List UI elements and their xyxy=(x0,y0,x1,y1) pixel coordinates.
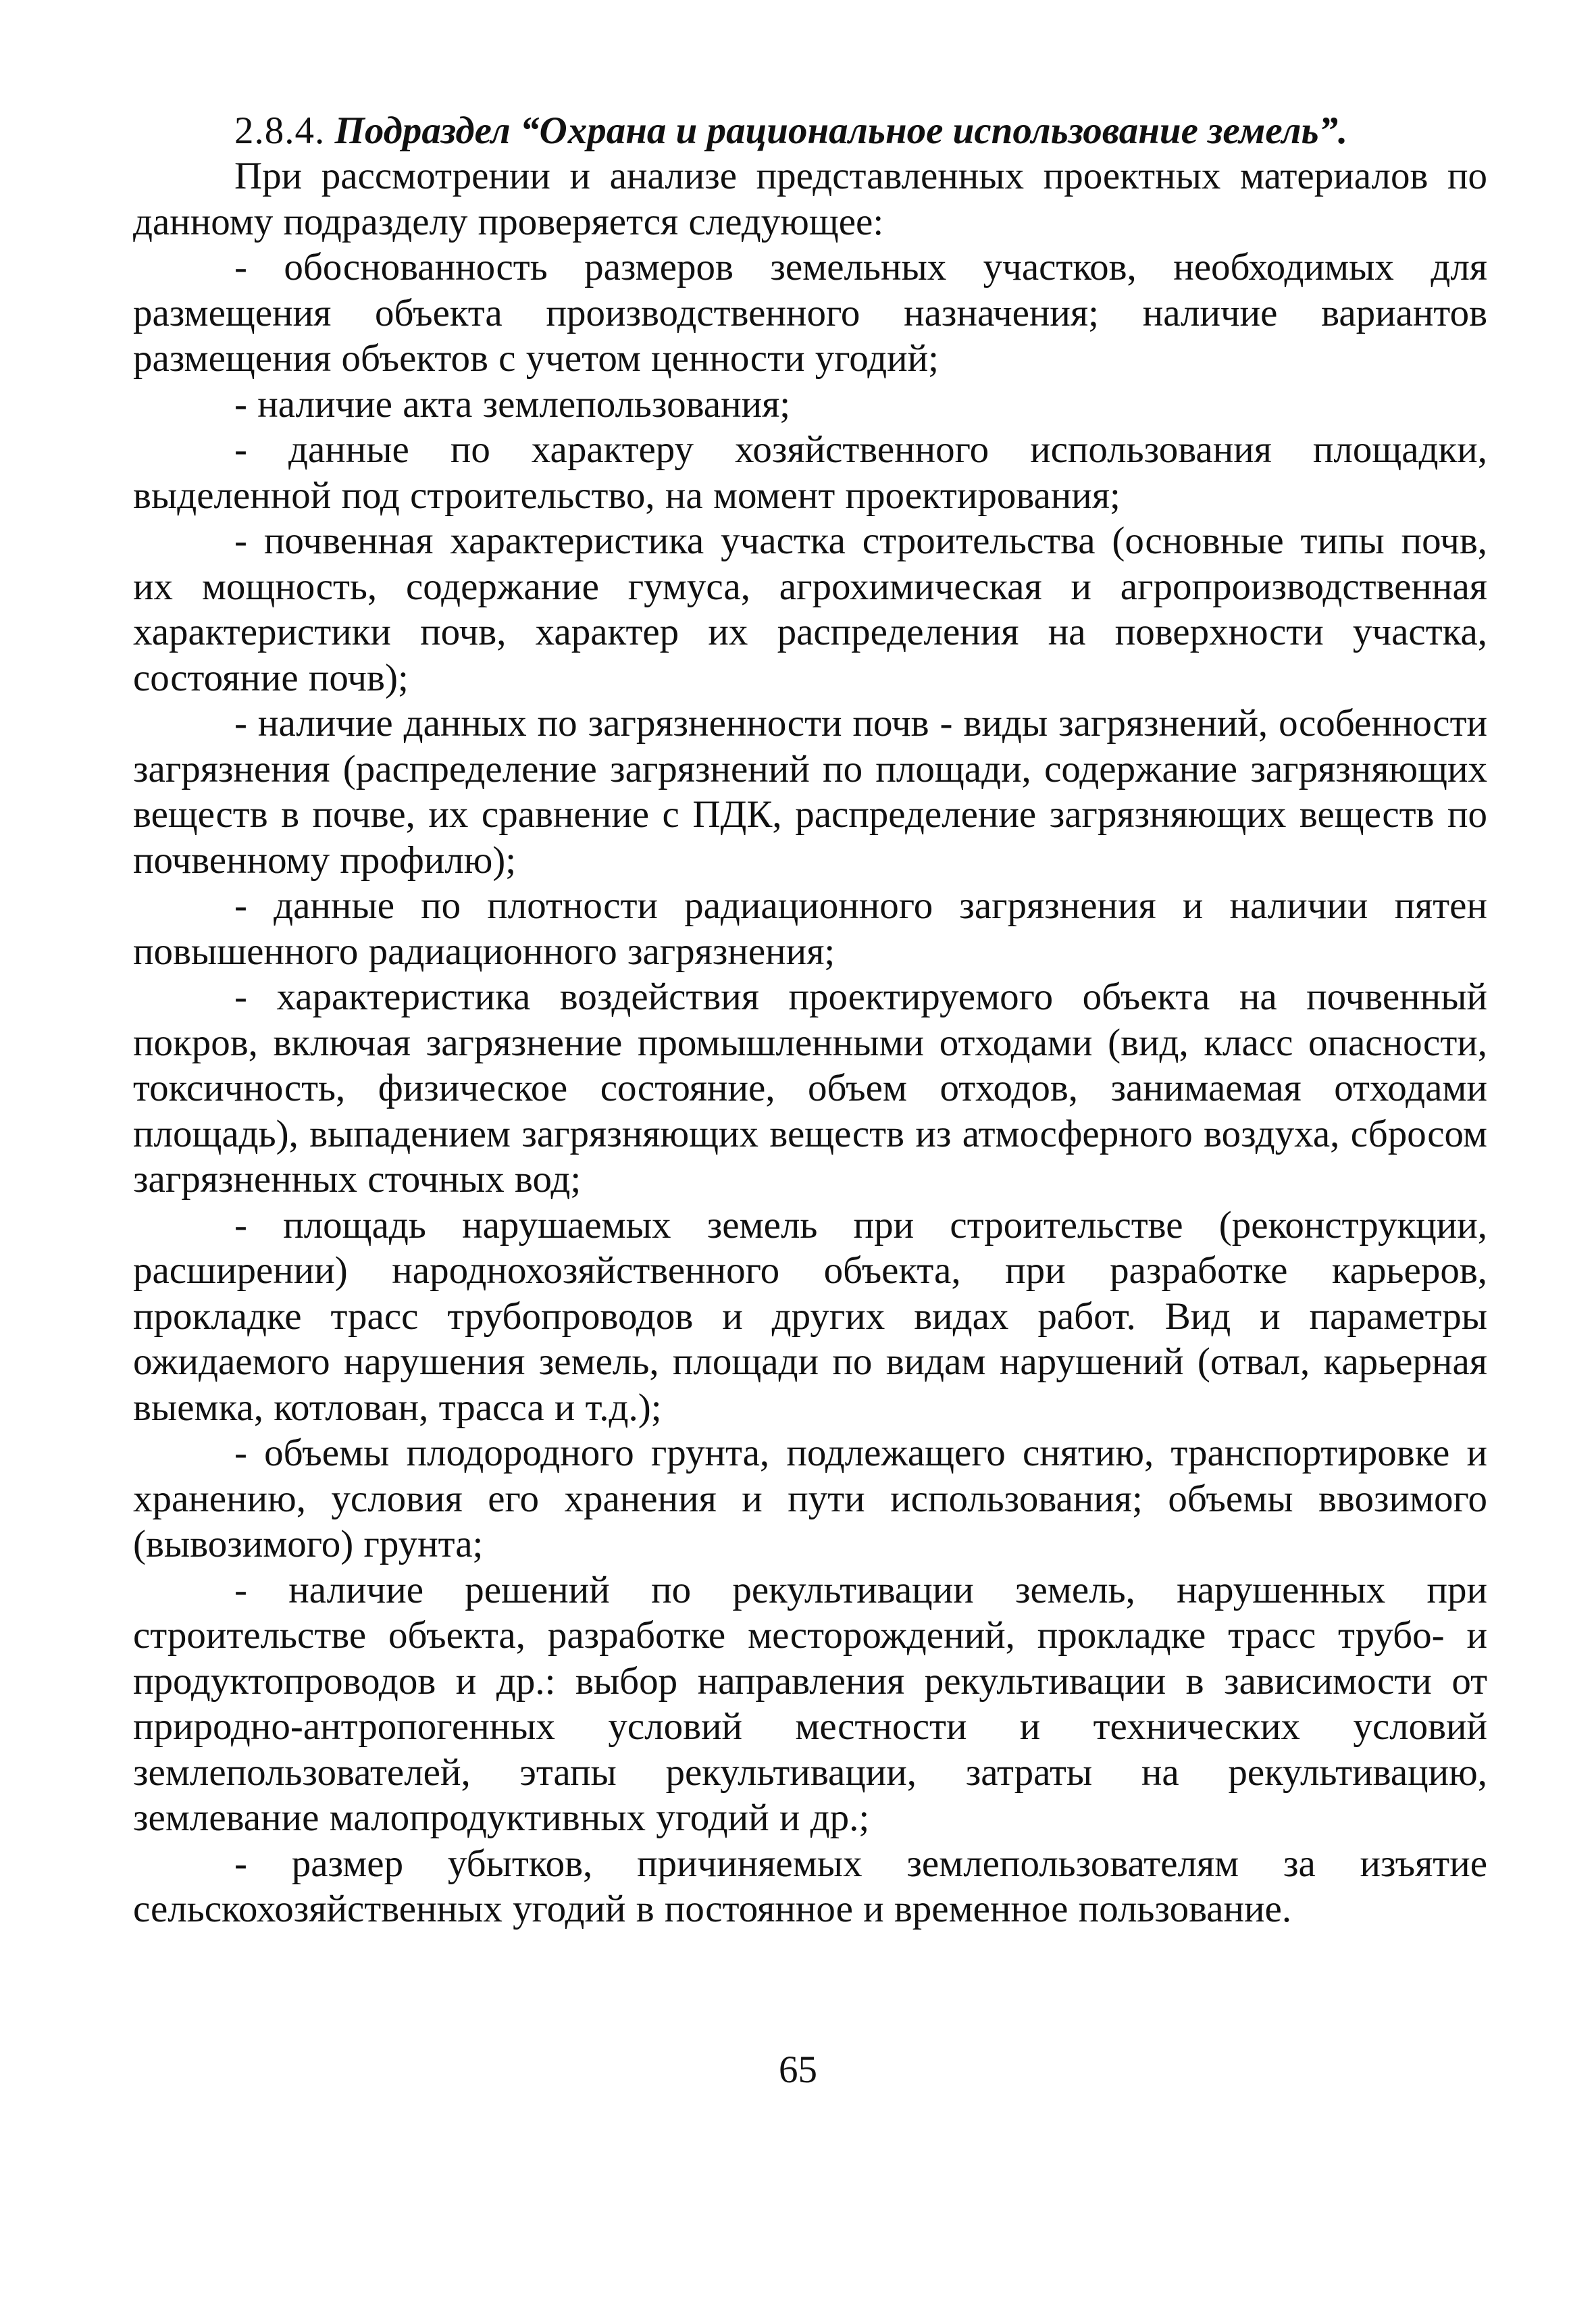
list-item: - характеристика воздействия проектируемого объекта на почвенный покров, включая загрязнение промышленными отходами (вид, класс опасности, токсичность, физическое состояние, объем отходов, занимаемая отходами площадь), выпадением загрязняющих веществ из атмосферного воздуха, сбросом загрязненных сточных вод; xyxy=(133,976,1487,1201)
section-number: 2.8.4. xyxy=(234,109,326,152)
section-heading xyxy=(133,108,1487,153)
list-item: - объемы плодородного грунта, подлежащего снятию, транспортировке и хранению, условия его хранения и пути использования; объемы ввозимого (вывозимого) грунта; xyxy=(133,1432,1487,1565)
list-item: - размер убытков, причиняемых землепользователям за изъятие сельскохозяйственных угодий в постоянное и временное пользование. xyxy=(133,1842,1487,1930)
list-item: - наличие решений по рекультивации земель, нарушенных при строительстве объекта, разработке месторождений, прокладке трасс трубо- и продуктопроводов и др.: выбор направления рекультивации в зависимости от природно-антропогенных условий местности и технических условий землепользователей, этапы рекультивации, затраты на рекультивацию, землевание малопродуктивных угодий и др.; xyxy=(133,1568,1487,1839)
section-title: Подраздел “Охрана и рациональное использование земель”. xyxy=(334,109,1348,152)
list-item: - почвенная характеристика участка строительства (основные типы почв, их мощность, содержание гумуса, агрохимическая и агропроизводственная характеристики почв, характер их распределения на поверхности участка, состояние почв); xyxy=(133,520,1487,699)
page-number: 65 xyxy=(779,2048,817,2091)
page-body xyxy=(133,108,1487,1932)
list-item: - данные по характеру хозяйственного использования площадки, выделенной под строительство, на момент проектирования; xyxy=(133,428,1487,517)
list-item: - наличие акта землепользования; xyxy=(234,382,791,426)
intro-paragraph: При рассмотрении и анализе представленных проектных материалов по данному подразделу проверяется следующее: xyxy=(133,155,1487,243)
list-item: - данные по плотности радиационного загрязнения и наличии пятен повышенного радиационного загрязнения; xyxy=(133,884,1487,973)
list-item: - площадь нарушаемых земель при строительстве (реконструкции, расширении) народнохозяйственного объекта, при разработке карьеров, прокладке трасс трубопроводов и других видах работ. Вид и параметры ожидаемого нарушения земель, площади по видам нарушений (отвал, карьерная выемка, котлован, трасса и т.д.); xyxy=(133,1203,1487,1429)
list-item: - обоснованность размеров земельных участков, необходимых для размещения объекта производственного назначения; наличие вариантов размещения объектов с учетом ценности угодий; xyxy=(133,246,1487,380)
list-item: - наличие данных по загрязненности почв - виды загрязнений, особенности загрязнения (распределение загрязнений по площади, содержание загрязняющих веществ в почве, их сравнение с ПДК, распределение загрязняющих веществ по почвенному профилю); xyxy=(133,702,1487,882)
